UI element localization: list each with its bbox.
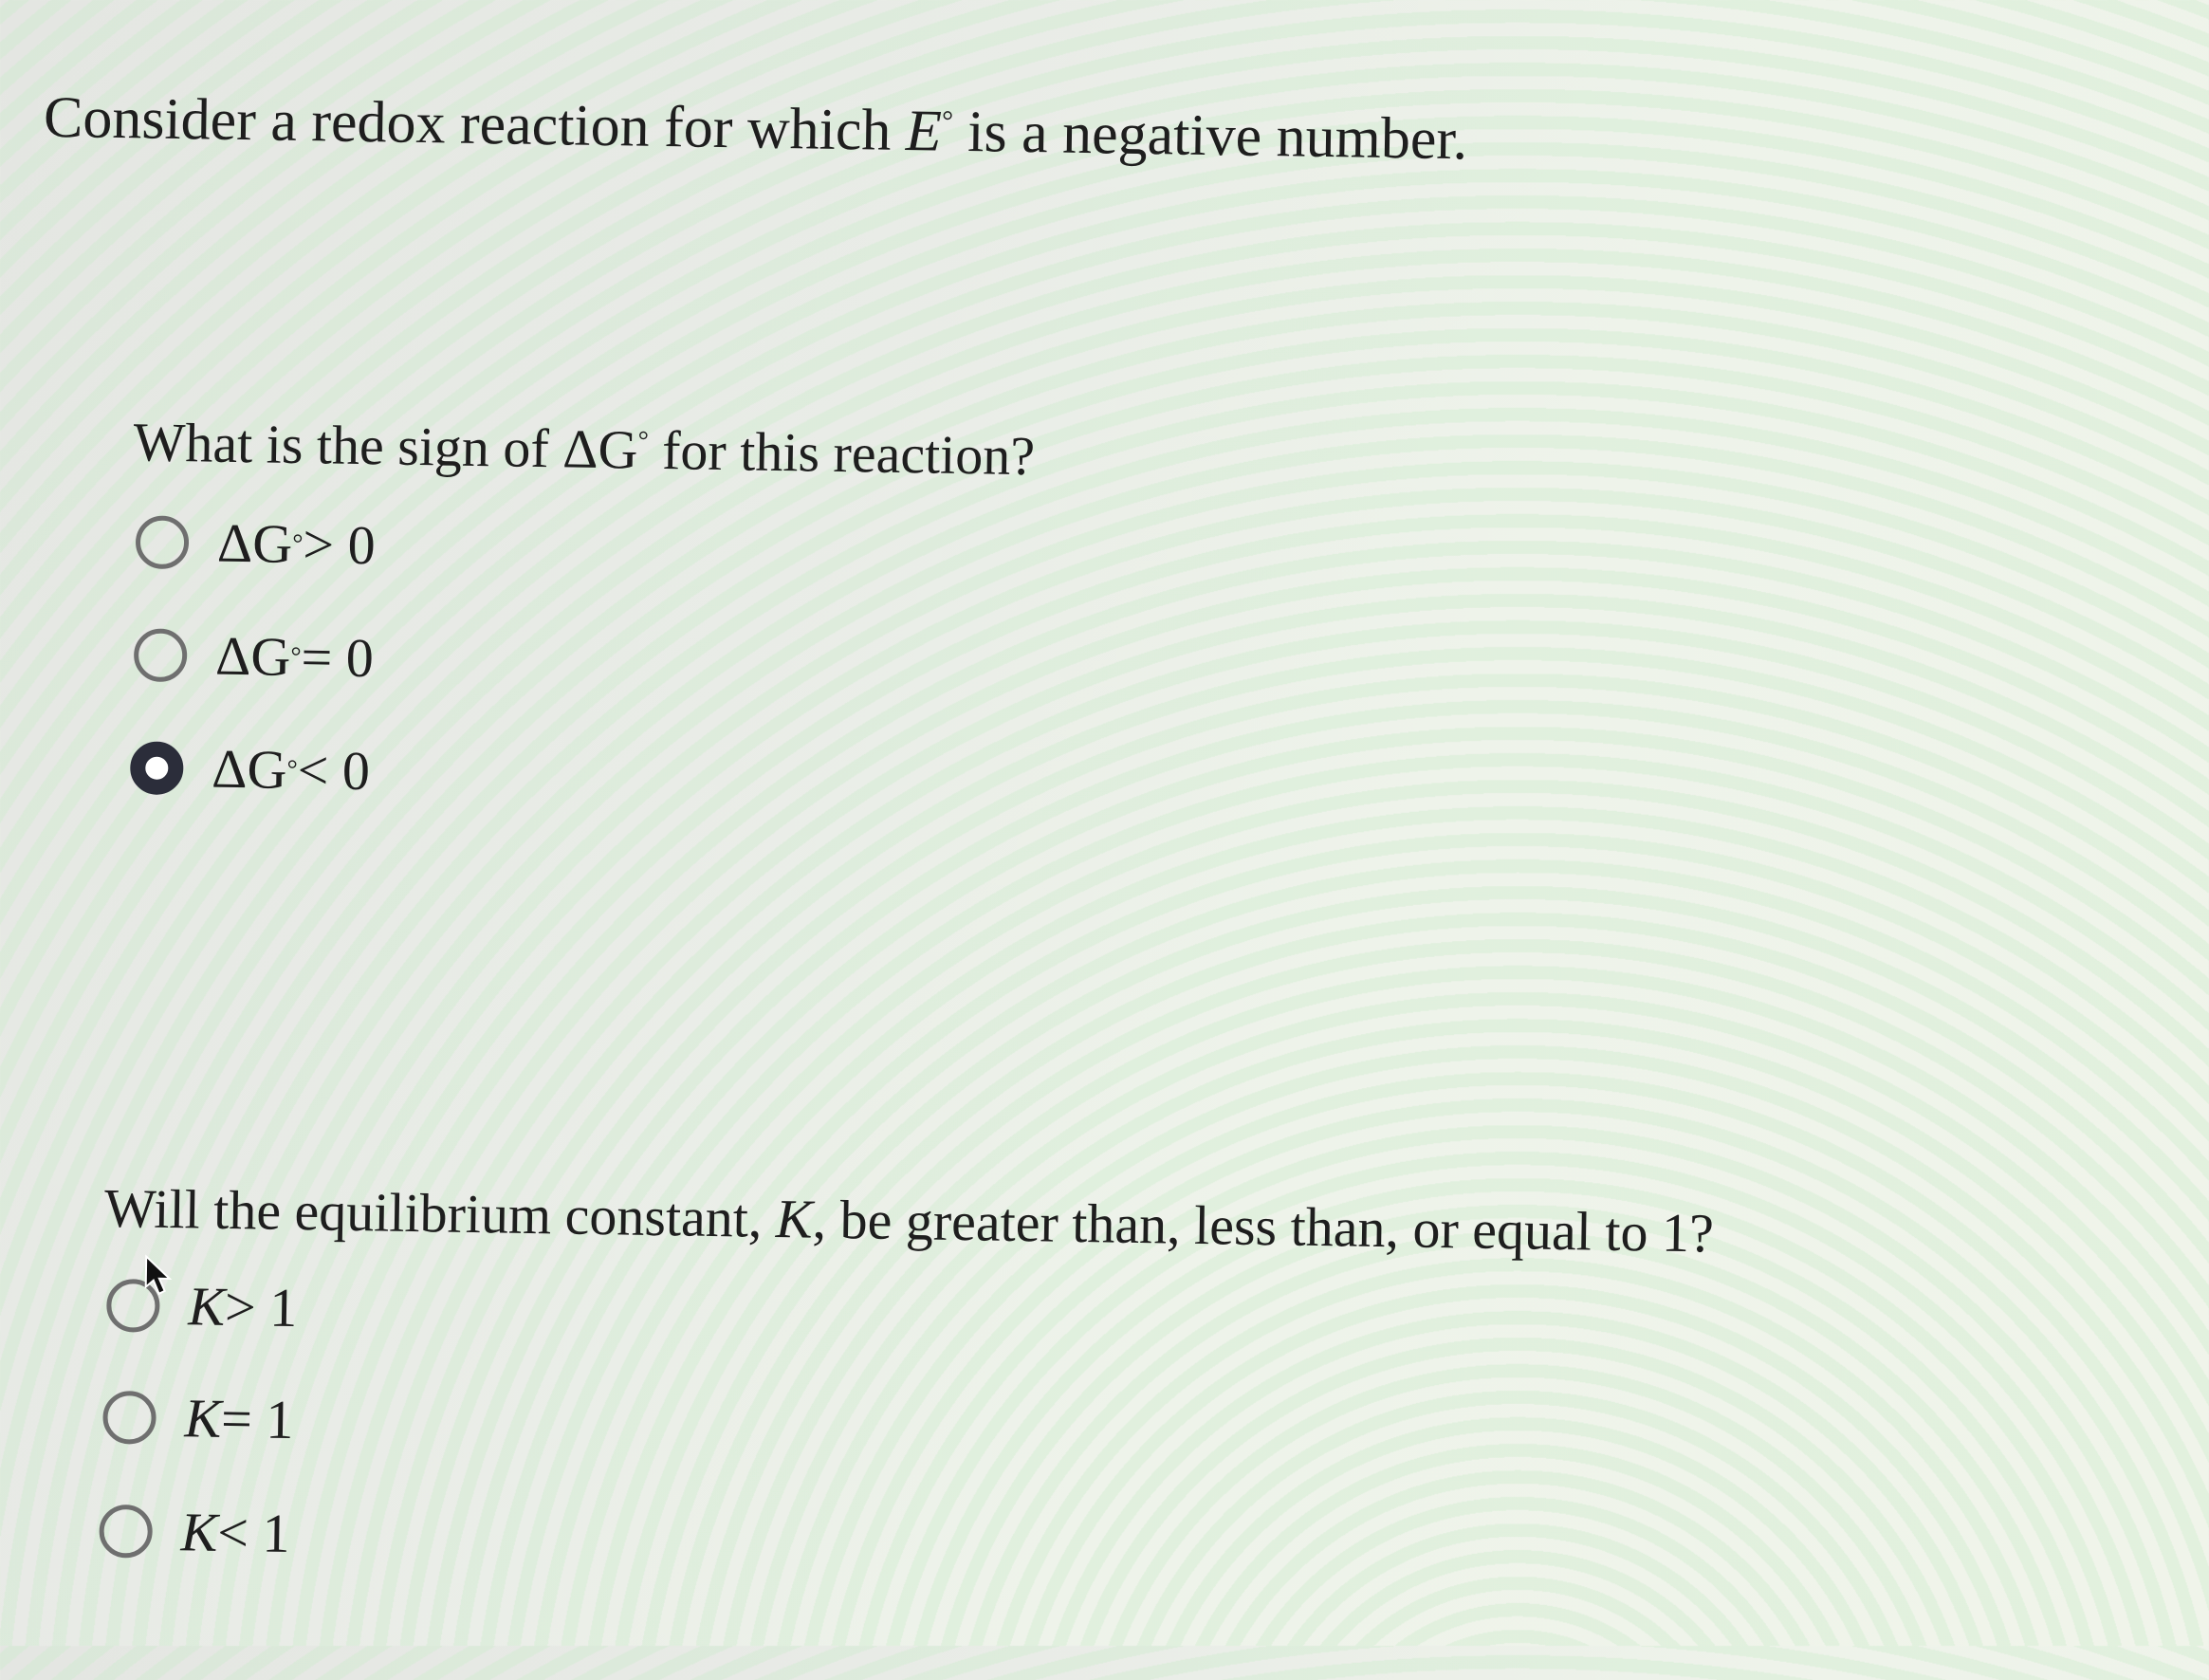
intro-superscript: ° <box>941 104 954 138</box>
q2-option-1[interactable] <box>106 1273 298 1339</box>
q1-prefix: What is the sign of <box>133 411 563 480</box>
radio-button[interactable] <box>102 1390 156 1444</box>
option-symbol: ΔG <box>211 737 287 801</box>
option-symbol: K <box>184 1387 222 1449</box>
radio-button[interactable] <box>99 1504 153 1558</box>
q2-option-2[interactable] <box>102 1385 294 1451</box>
q1-suffix: for this reaction? <box>648 418 1036 488</box>
q2-prefix: Will the equilibrium constant, <box>103 1176 777 1250</box>
option-relation: = 0 <box>301 626 375 690</box>
option-relation: > 0 <box>302 513 377 577</box>
q1-symbol: ΔG <box>561 417 638 481</box>
q1-option-3[interactable] <box>130 735 371 803</box>
option-relation: < 1 <box>216 1501 291 1564</box>
option-superscript: ° <box>286 754 298 785</box>
option-symbol: ΔG <box>216 511 293 575</box>
option-symbol: K <box>180 1501 218 1563</box>
q2-option-3[interactable] <box>99 1499 290 1565</box>
intro-prefix: Consider a redox reaction for which <box>43 84 907 164</box>
option-relation: > 1 <box>224 1275 298 1339</box>
option-relation: = 1 <box>220 1387 294 1451</box>
q1-superscript: ° <box>637 426 650 456</box>
question-2-text <box>103 1176 1714 1265</box>
radio-button-selected[interactable] <box>130 741 184 795</box>
question-intro <box>43 84 1467 175</box>
mouse-cursor-icon <box>143 1255 176 1298</box>
option-superscript: ° <box>290 641 302 672</box>
q1-option-1[interactable] <box>136 509 377 577</box>
radio-button[interactable] <box>134 628 188 682</box>
intro-suffix: is a negative number. <box>952 99 1468 173</box>
option-superscript: ° <box>291 528 304 559</box>
q2-symbol: K <box>775 1188 814 1250</box>
question-1-text <box>133 410 1035 488</box>
intro-symbol: E <box>905 99 943 164</box>
q1-option-2[interactable] <box>134 622 375 690</box>
q2-suffix: , be greater than, less than, or equal to 1? <box>812 1188 1715 1265</box>
option-relation: < 0 <box>297 739 371 803</box>
radio-button[interactable] <box>136 515 190 569</box>
option-symbol: ΔG <box>214 624 291 688</box>
option-symbol: K <box>187 1275 226 1338</box>
